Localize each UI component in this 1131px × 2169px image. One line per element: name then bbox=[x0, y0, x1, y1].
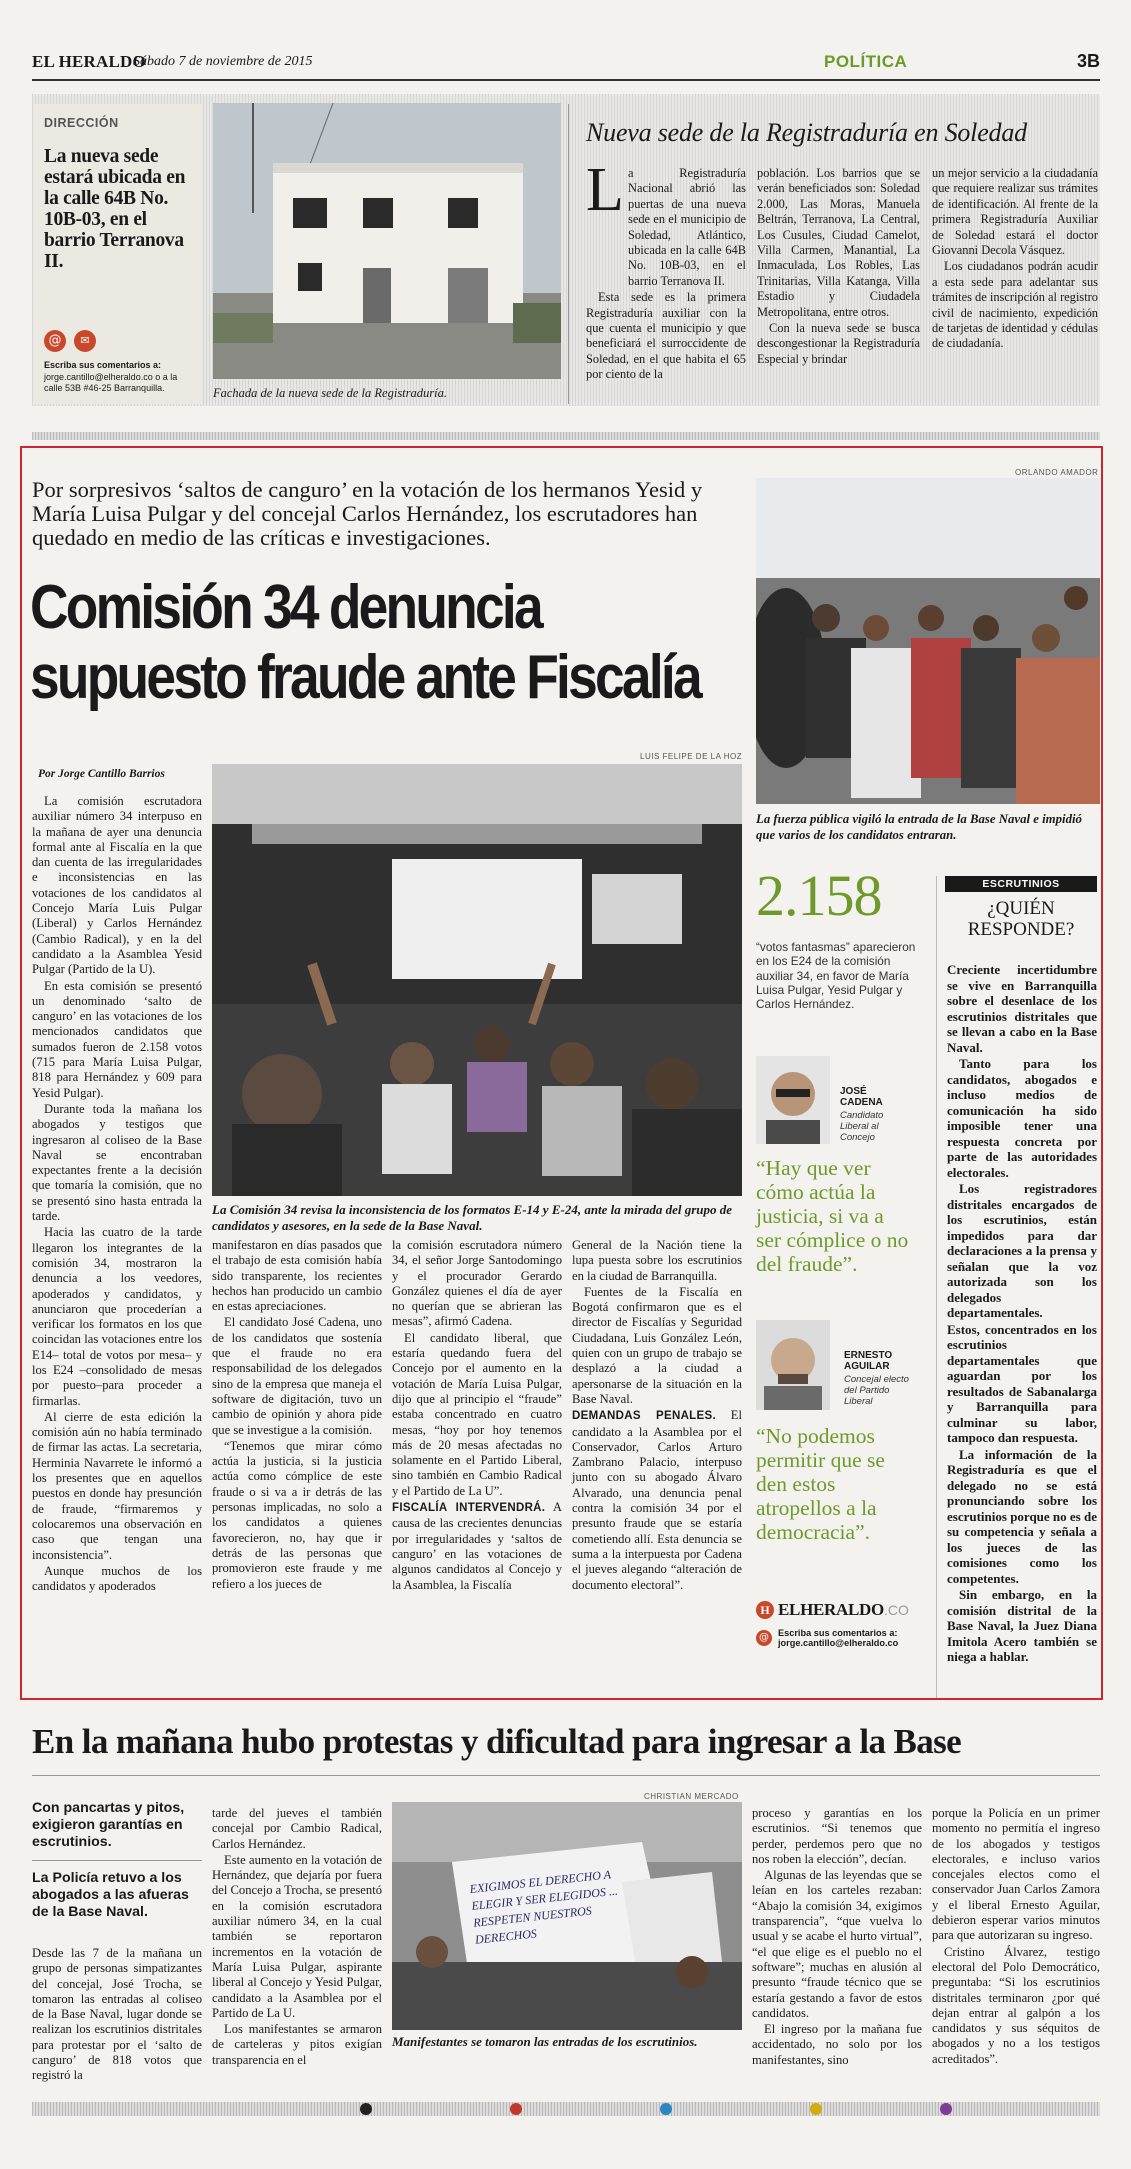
masthead bbox=[32, 50, 1100, 76]
registry-col-1 bbox=[586, 166, 746, 384]
paragraph: Algunas de las leyendas que se leían en los carteles rezaban: “Abajo la comisión 34, exigimos transparencia”, “que vuelva lo usual y se acabe el hurto virtual”, “el que elige es el pueblo no el software”; muchas en alusión al presunto “fraude técnico que se estaría gestando a favor de estos candidatos. bbox=[752, 1868, 922, 2020]
registry-title: Nueva sede de la Registraduría en Soledad bbox=[586, 118, 1027, 147]
jose-cadena-portrait bbox=[756, 1056, 830, 1144]
paragraph: la comisión escrutadora número 34, el señor Jorge Santodomingo y el procurador Gerardo González quienes el día de ayer no querían que se abrieran las mesas”, afirmó Cadena. bbox=[392, 1238, 562, 1329]
comments-email: jorge.cantillo@elheraldo.co bbox=[778, 1638, 899, 1648]
paragraph: “Tenemos que mirar cómo actúa la justicia, si la justicia actúa como cómplice de este fraude o si va a ir detrás de las personas implicadas, no solo a los candidatos a quienes favorecieron, no, hay que ir detrás de las personas que promovieron este fraude y me refiero a los jueces de bbox=[212, 1438, 382, 1591]
subhead-fiscalia: FISCALÍA INTERVENDRÁ. bbox=[392, 1502, 546, 1515]
building-illustration bbox=[213, 103, 561, 379]
box-title-1: ¿QUIÉN bbox=[987, 898, 1055, 919]
page-number: 3B bbox=[1076, 51, 1100, 71]
paragraph: En esta comisión se presentó un denominado ‘salto de canguro’ en las votaciones de los mencionados candidatos que sumados fueron de 2.158 votos (715 para María Luisa Pulgar, 818 para Hernández y 609 para Yesid Pulgar). bbox=[32, 978, 202, 1100]
ernesto-aguilar-portrait bbox=[756, 1320, 830, 1410]
registry-col-2 bbox=[757, 166, 920, 368]
quote2-role: Concejal electo del Partido Liberal bbox=[844, 1374, 909, 1407]
issue-date: Sábado 7 de noviembre de 2015 bbox=[133, 54, 313, 69]
main-headline-line-1: Comisión 34 denuncia bbox=[30, 573, 541, 642]
deck-divider bbox=[32, 1860, 202, 1861]
main-col-4 bbox=[572, 1238, 742, 1594]
paragraph: un mejor servicio a la ciudadanía que requiere realizar sus trámites de identificación. Al frente de la primera Registraduría Auxiliar de Soledad estará el doctor Giovanni Decola Vásquez. bbox=[932, 166, 1098, 258]
registration-dot bbox=[510, 2103, 522, 2115]
sidebar-icons bbox=[44, 330, 96, 352]
paragraph: Cristino Álvarez, testigo electoral del Polo Democrático, preguntaba: “Si los escrutinios distritales terminaron ¿por qué dejan entrar al galpón a los candidatos y sus séquitos de abogados y no a los testigos acreditados”. bbox=[932, 1944, 1100, 2066]
registration-dot bbox=[660, 2103, 672, 2115]
registry-drop-cap: L bbox=[586, 156, 624, 224]
paragraph: a Registraduría Nacional abrió las puertas de una nueva sede en el municipio de Soledad, Atlántico, ubicada en la calle 64B No. 10B-03, en el barrio Terranova II. bbox=[628, 166, 746, 288]
paragraph: población. Los barrios que se verán beneficiados son: Soledad 2.000, Las Moras, Manuela Beltrán, Terranova, La Central, Los Cusules, Ciudad Camelot, Villa Carmen, Manantial, La Inmaculada, Los Robles, Las Trinitarias, Villa Katanga, Villa Estadio y Ciudadela Metropolitana, entre otros. bbox=[757, 166, 920, 319]
right-photo-caption: La fuerza pública vigiló la entrada de la Base Naval e impidió que varios de los candidatos entraran. bbox=[756, 812, 1082, 842]
registration-marks bbox=[360, 2103, 960, 2115]
main-col-2 bbox=[212, 1238, 382, 1593]
paragraph: Estos, concentrados en los escrutinios departamentales que aguardan por los resultados de Sabanalarga y Barranquilla para culminar su labor, tampoco dan respuesta. bbox=[947, 1321, 1097, 1445]
paragraph: Con la nueva sede se busca descongestionar la Registraduría Especial y brindar bbox=[757, 321, 920, 366]
byline bbox=[38, 768, 165, 780]
paragraph: Este aumento en la votación de Hernández, que dejaría por fuera del Concejo a Trocha, se presentó en la comisión escrutadora auxiliar número 34, en la cual también se reportaron incrementos en la votación de María Luisa Pulgar, aspirante liberal al Concejo y Yesid Pulgar, candidato a la Asamblea por el Partido de La U. bbox=[212, 1852, 382, 2020]
main-col-3 bbox=[392, 1238, 562, 1594]
commission-meeting-photo bbox=[212, 764, 742, 1196]
main-kicker: Por sorpresivos ‘saltos de canguro’ en la votación de los hermanos Yesid y María Luisa Pulgar y del concejal Carlos Hernández, los escrutadores han quedado en medio de las críticas e investigaciones. bbox=[32, 477, 703, 550]
hatch-separator bbox=[32, 432, 1100, 440]
meeting-illustration bbox=[212, 764, 742, 1196]
paragraph: El ingreso por la mañana fue accidentado, no solo por los manifestantes, sino bbox=[752, 2022, 922, 2067]
registration-dot bbox=[940, 2103, 952, 2115]
bottom-headline: En la mañana hubo protestas y dificultad para ingresar a la Base bbox=[32, 1722, 962, 1761]
bottom-deck-2: La Policía retuvo a los abogados a las afueras de la Base Naval. bbox=[32, 1870, 189, 1920]
elheraldo-logo bbox=[756, 1600, 926, 1622]
masthead-rule bbox=[32, 79, 1100, 81]
bottom-col-3 bbox=[752, 1806, 922, 2069]
center-photo-credit: LUIS FELIPE DE LA HOZ bbox=[640, 752, 743, 761]
sidebar-comments-label: Escriba sus comentarios a: bbox=[44, 360, 162, 370]
sidebar-label: DIRECCIÓN bbox=[44, 116, 119, 130]
byline-text: Por Jorge Cantillo Barrios bbox=[38, 768, 165, 780]
registration-dot bbox=[810, 2103, 822, 2115]
paragraph: General de la Nación tiene la lupa puesta sobre los escrutinios en la ciudad de Barranquilla. bbox=[572, 1238, 742, 1283]
escrutinios-box bbox=[936, 876, 1097, 1698]
paragraph: Aunque muchos de los candidatos y apoderados bbox=[32, 1563, 202, 1594]
box-label: ESCRUTINIOS bbox=[945, 876, 1097, 892]
paragraph: Creciente incertidumbre se vive en Barranquilla sobre el desenlace de los escrutinios distritales que se llevan a cabo en la Base Naval. bbox=[947, 962, 1097, 1055]
envelope-icon: ✉ bbox=[74, 330, 96, 352]
paragraph bbox=[572, 1408, 742, 1593]
quote2-name: ERNESTO AGUILAR bbox=[844, 1350, 893, 1372]
comments-block bbox=[756, 1628, 926, 1648]
paragraph: Los ciudadanos podrán acudir a esta sede para adelantar sus trámites de inscripción al registro civil de nacimiento, expedición de tarjetas de identidad y cédulas de ciudadanía. bbox=[932, 259, 1098, 351]
protest-photo-caption: Manifestantes se tomaron las entradas de los escrutinios. bbox=[392, 2034, 698, 2049]
paragraph: Tanto para los candidatos, abogados e incluso medios de comunicación ha sido imposible tener una respuesta concreta por parte de las autoridades electorales. bbox=[947, 1056, 1097, 1180]
paragraph-text: El candidato a la Asamblea por el Conservador, Carlos Arturo Zambrano Palacio, interpuso junto con su abogado Álvaro Alvarado, una denuncia penal contra la comisión 34 por el presunto fraude que se estaría cometiendo allí. Esta denuncia se suma a la interpuesta por Cadena el jueves alegando “alteración de documento electoral”. bbox=[572, 1408, 742, 1592]
address-sidebar bbox=[34, 104, 202, 404]
registry-photo-caption: Fachada de la nueva sede de la Registraduría. bbox=[213, 386, 447, 400]
portrait-illustration bbox=[756, 1320, 830, 1410]
h-logo-icon: H bbox=[756, 1601, 774, 1619]
paragraph: El candidato José Cadena, uno de los candidatos que sostenía que el fraude no era responsabilidad de los delegados sino de la empresa que maneja el software de digitación, tuvo un cambio de opinión y ahora pide que se investigue a la comisión. bbox=[212, 1315, 382, 1437]
sidebar-text: La nueva sede estará ubicada en la calle 64B No. 10B-03, en el barrio Terranova II. bbox=[44, 146, 186, 272]
comments-label: Escriba sus comentarios a: bbox=[778, 1628, 898, 1638]
center-photo-caption: La Comisión 34 revisa la inconsistencia de los formatos E-14 y E-24, ante la mirada del grupo de candidatos y asesores, en la sede de la Base Naval. bbox=[212, 1202, 733, 1233]
registration-dot bbox=[360, 2103, 372, 2115]
logo-suffix: .CO bbox=[883, 1602, 909, 1618]
registry-building-photo bbox=[213, 103, 561, 379]
section-name: POLÍTICA bbox=[824, 52, 908, 71]
box-title-2: RESPONDE? bbox=[967, 919, 1075, 940]
paragraph: proceso y garantías en los escrutinios. “Si tenemos que perder, perdemos pero que no nos roben la elección”, decían. bbox=[752, 1806, 922, 1866]
paragraph-text: A causa de las crecientes denuncias por irregularidades y ‘saltos de canguro’ en las votaciones de algunos candidatos al Concejo y la Asamblea, la Fiscalía bbox=[392, 1500, 562, 1592]
logo-text: ELHERALDO bbox=[778, 1600, 884, 1619]
paragraph: Esta sede es la primera Registraduría auxiliar con la que cuenta el municipio y que beneficiará el surroccidente de Soledad, en el que habita el 65 por ciento de la bbox=[586, 290, 746, 382]
paragraph: Los manifestantes se armaron de carteleras y pitos exigían transparencia en el bbox=[212, 2022, 382, 2067]
bottom-col-4 bbox=[932, 1806, 1100, 2068]
subhead-demandas: DEMANDAS PENALES. bbox=[572, 1410, 716, 1423]
paragraph: La comisión escrutadora auxiliar número 34 interpuso en la mañana de ayer una denuncia formal ante al Fiscalía en la que dan cuenta de las irregularidades e inconsistencias en las votaciones de los candidatos al Concejo María Luis Pulgar (Liberal) y Carlos Hernández (Cambio Radical), y en la del candidato a la Asamblea Yesid Pulgar (Partido de la U). bbox=[32, 794, 202, 977]
crowd-illustration bbox=[756, 478, 1100, 804]
naval-base-crowd-photo bbox=[756, 478, 1100, 804]
paragraph: Desde las 7 de la mañana un grupo de personas simpatizantes del concejal, José Trocha, se tomaron las entradas al coliseo de la Base Naval, lugar donde se realizan los escrutinios distritales para protestar por el ‘salto de canguro’ de 818 votos que registró la bbox=[32, 1946, 202, 2083]
bottom-photo-credit: CHRISTIAN MERCADO bbox=[644, 1792, 739, 1801]
paragraph: Al cierre de esta edición la comisión aún no había terminado de firmar las actas. La secretaria, Herminia Navarrete le informó a los presentes que en aquellos puestos en donde hay presunción de fraude, “firmaremos y colocaremos una observación en caso que tengan una inconsistencia”. bbox=[32, 1409, 202, 1562]
top-divider bbox=[568, 104, 569, 404]
quote1-name: JOSÉ CADENA bbox=[840, 1086, 883, 1108]
main-headline-line-2: supuesto fraude ante Fiscalía bbox=[30, 643, 700, 712]
bottom-deck-1: Con pancartas y pitos, exigieron garantías en escrutinios. bbox=[32, 1800, 185, 1850]
stat-text: “votos fantasmas” aparecieron en los E24 de la comisión auxiliar 34, en favor de María Luisa Pulgar, Yesid Pulgar y Carlos Hernández. bbox=[756, 940, 916, 1012]
paragraph: Fuentes de la Fiscalía en Bogotá confirmaron que es el director de Fiscalías y Seguridad Ciudadana, Luis González León, quien con un grupo de trabajo se desplazó a la ciudad a apersonarse de la situación en la Base Naval. bbox=[572, 1284, 742, 1406]
main-col-1 bbox=[32, 794, 202, 1595]
paragraph bbox=[392, 1500, 562, 1593]
paper-name: EL HERALDO bbox=[32, 52, 146, 71]
portrait-illustration bbox=[756, 1056, 830, 1144]
paragraph: Durante toda la mañana los abogados y testigos que ingresaron al coliseo de la Base Naval se encontraban expectantes frente a la decisión que tomaría la comisión, que no se presentó sino hasta entrada la tarde. bbox=[32, 1101, 202, 1224]
bottom-rule bbox=[32, 1775, 1100, 1776]
quote1-text: “Hay que ver cómo actúa la justicia, si va a ser cómplice o no del fraude”. bbox=[756, 1156, 909, 1276]
bottom-col-1 bbox=[32, 1946, 202, 2085]
paragraph: La información de la Registraduría es que el delegado no se está pronunciando sobre los escrutinios porque no es de su competencia y señala a los jueces de las comisiones como los competentes. bbox=[947, 1446, 1097, 1586]
registry-col-3 bbox=[932, 166, 1098, 353]
at-icon: @ bbox=[756, 1630, 772, 1646]
right-photo-credit: ORLANDO AMADOR bbox=[1015, 468, 1099, 477]
paragraph: Sin embargo, en la comisión distrital de la Base Naval, la Juez Diana Imitola Acero también se niega a hablar. bbox=[947, 1587, 1097, 1664]
sidebar-comments-text: jorge.cantillo@elheraldo.co o a la calle 53B #46-25 Barranquilla. bbox=[44, 372, 178, 393]
paragraph: manifestaron en días pasados que el trabajo de esta comisión había sido transparente, los recientes hechos han producido un cambio en estas apreciaciones. bbox=[212, 1238, 382, 1314]
protest-sign-text: EXIGIMOS EL DERECHO A ELEGIR Y SER ELEGIDOS ... RESPETEN NUESTROS DERECHOS bbox=[469, 1867, 619, 1947]
at-icon: @ bbox=[44, 330, 66, 352]
box-body bbox=[947, 962, 1097, 1665]
paragraph: porque la Policía en un primer momento no permitía el ingreso de los abogados y testigos electorales, e incluso varios concejales electos como el conservador Juan Carlos Zamora y el liberal Ernesto Aguilar, debieron esperar varios minutos para que autorizaran su ingreso. bbox=[932, 1806, 1100, 1943]
quote2-text: “No podemos permitir que se den estos atropellos a la democracia”. bbox=[756, 1424, 885, 1544]
quote1-role: Candidato Liberal al Concejo bbox=[840, 1110, 884, 1143]
stat-value: 2.158 bbox=[756, 863, 882, 928]
paragraph: Los registradores distritales encargados de los escrutinios, están impedidos para dar declaraciones a la prensa y señalan que la voz autorizada son los delegados departamentales. bbox=[947, 1181, 1097, 1320]
paragraph: Hacia las cuatro de la tarde llegaron los integrantes de la comisión 34, mostraron la denuncia a los veedores, apoderados y candidatos, y anunciaron que procederían a verificar los formatos en los que coincidan las votaciones entre los E14– total de votos por mesa– y los E24 –consolidado de mesas por puesto–para proceder a firmarlas. bbox=[32, 1225, 202, 1408]
bottom-col-2 bbox=[212, 1806, 382, 2069]
paragraph: El candidato liberal, que estaría quedando fuera del Concejo por el aumento en la votación de María Luisa Pulgar, dijo que al principio el “fraude” estaba concentrado en cuatro mesas, “hoy por hoy tenemos más de 20 mesas afectadas no solamente en el Partido Liberal, sino también en Cambio Radical y el Partido de La U”. bbox=[392, 1330, 562, 1498]
paragraph: tarde del jueves el también concejal por Cambio Radical, Carlos Hernández. bbox=[212, 1806, 382, 1851]
protest-photo bbox=[392, 1802, 742, 2030]
